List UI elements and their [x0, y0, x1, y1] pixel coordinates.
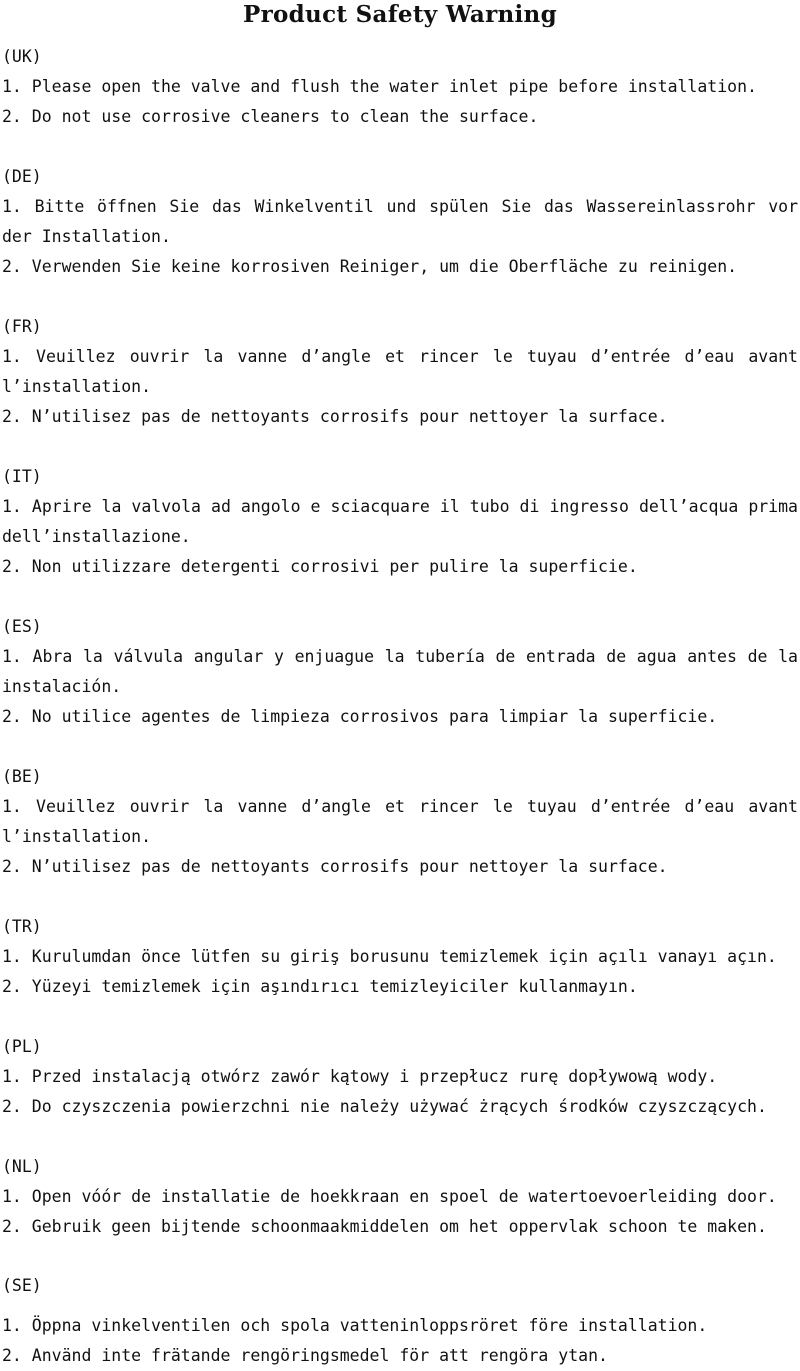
- section-code-de: (DE): [2, 167, 42, 186]
- section-item-nl-1: 1. Open vóór de installatie de hoekkraan en spoel de watertoevoerleiding door.: [2, 1187, 777, 1206]
- section-code-uk: (UK): [2, 47, 42, 66]
- section-item-pl-2: 2. Do czyszczenia powierzchni nie należy używać żrących środków czyszczących.: [2, 1097, 767, 1116]
- section-code-se: (SE): [2, 1276, 42, 1295]
- section-item-es-1: 1. Abra la válvula angular y enjuague la tubería de entrada de agua antes de la instalación.: [2, 647, 798, 696]
- section-code-pl: (PL): [2, 1037, 42, 1056]
- section-code-be: (BE): [2, 767, 42, 786]
- document-title: Product Safety Warning: [243, 1, 557, 28]
- section-item-uk-1: 1. Please open the valve and flush the water inlet pipe before installation.: [2, 77, 757, 96]
- section-item-de-2: 2. Verwenden Sie keine korrosiven Reiniger, um die Oberfläche zu reinigen.: [2, 257, 738, 276]
- section-item-be-1: 1. Veuillez ouvrir la vanne d’angle et rincer le tuyau d’entrée d’eau avant l’installation.: [2, 797, 798, 846]
- section-code-fr: (FR): [2, 317, 42, 336]
- section-item-se-1: 1. Öppna vinkelventilen och spola vatteninloppsröret före installation.: [2, 1316, 708, 1335]
- section-item-es-2: 2. No utilice agentes de limpieza corrosivos para limpiar la superficie.: [2, 707, 718, 726]
- section-item-de-1: 1. Bitte öffnen Sie das Winkelventil und spülen Sie das Wassereinlassrohr vor der Installation.: [2, 197, 798, 246]
- section-code-tr: (TR): [2, 917, 42, 936]
- section-item-tr-1: 1. Kurulumdan önce lütfen su giriş borusunu temizlemek için açılı vanayı açın.: [2, 947, 777, 966]
- section-item-pl-1: 1. Przed instalacją otwórz zawór kątowy i przepłucz rurę dopływową wody.: [2, 1067, 718, 1086]
- section-item-fr-1: 1. Veuillez ouvrir la vanne d’angle et rincer le tuyau d’entrée d’eau avant l’installation.: [2, 347, 798, 396]
- section-item-se-2: 2. Använd inte frätande rengöringsmedel för att rengöra ytan.: [2, 1346, 608, 1365]
- section-item-nl-2: 2. Gebruik geen bijtende schoonmaakmiddelen om het oppervlak schoon te maken.: [2, 1217, 767, 1236]
- section-item-be-2: 2. N’utilisez pas de nettoyants corrosifs pour nettoyer la surface.: [2, 857, 668, 876]
- section-item-tr-2: 2. Yüzeyi temizlemek için aşındırıcı temizleyiciler kullanmayın.: [2, 977, 638, 996]
- section-item-it-2: 2. Non utilizzare detergenti corrosivi per pulire la superficie.: [2, 557, 638, 576]
- section-code-it: (IT): [2, 467, 42, 486]
- section-item-it-1: 1. Aprire la valvola ad angolo e sciacquare il tubo di ingresso dell’acqua prima dell’installazione.: [2, 497, 798, 546]
- section-code-nl: (NL): [2, 1157, 42, 1176]
- section-code-es: (ES): [2, 617, 42, 636]
- section-item-fr-2: 2. N’utilisez pas de nettoyants corrosifs pour nettoyer la surface.: [2, 407, 668, 426]
- section-item-uk-2: 2. Do not use corrosive cleaners to clean the surface.: [2, 107, 539, 126]
